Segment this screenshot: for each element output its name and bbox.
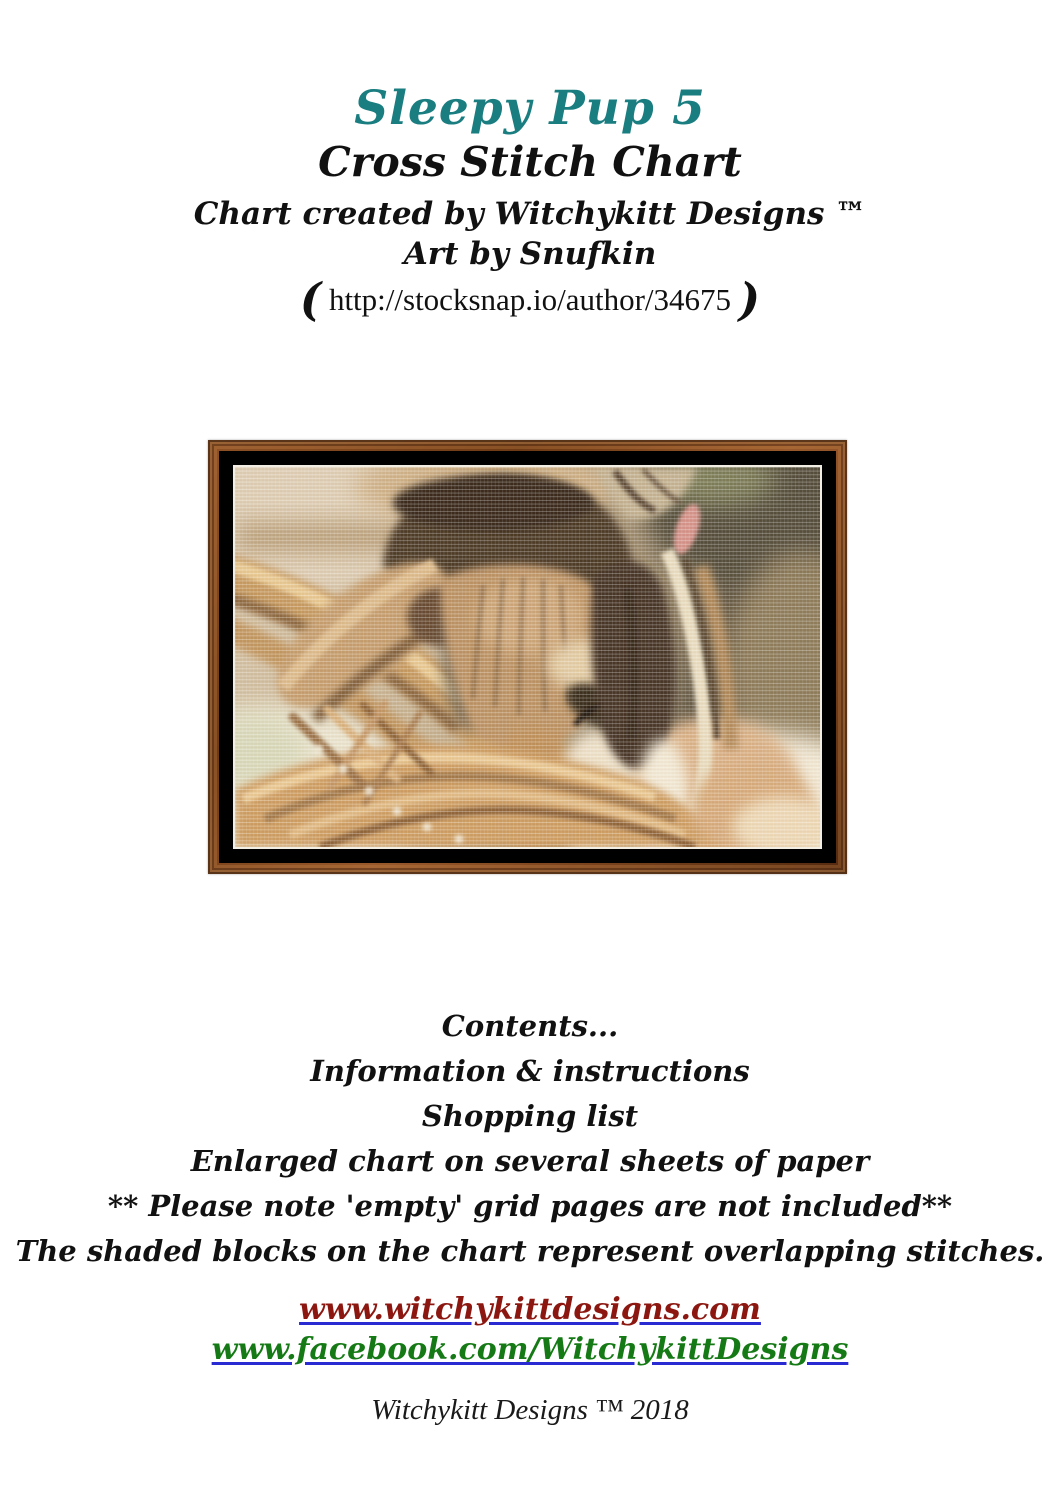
picture-frame bbox=[208, 440, 847, 874]
picture-mat bbox=[219, 451, 836, 863]
copyright-footer: Witchykitt Designs ™ 2018 bbox=[371, 1394, 689, 1426]
links-section bbox=[0, 1290, 1060, 1370]
contents-heading: Contents... bbox=[441, 1009, 619, 1043]
website-link[interactable]: www.witchykittdesigns.com bbox=[299, 1292, 761, 1327]
open-paren: ( bbox=[299, 273, 322, 326]
header bbox=[0, 82, 1060, 324]
contents-line: Shopping list bbox=[421, 1099, 639, 1133]
contents-section bbox=[0, 1004, 1060, 1274]
contents-line: ** Please note 'empty' grid pages are not included** bbox=[107, 1189, 953, 1223]
contents-line: Enlarged chart on several sheets of paper bbox=[190, 1144, 870, 1178]
artist-line: Art by Snufkin bbox=[403, 236, 657, 272]
picture-liner bbox=[233, 465, 822, 849]
contents-line: Information & instructions bbox=[310, 1054, 750, 1088]
source-url-line bbox=[0, 273, 1060, 326]
credit-line: Chart created by Witchykitt Designs ™ bbox=[193, 196, 867, 232]
page-title: Sleepy Pup 5 bbox=[354, 81, 706, 136]
source-url: http://stocksnap.io/author/34675 bbox=[328, 282, 732, 317]
stitch-grid-overlay bbox=[235, 467, 820, 847]
page-subtitle: Cross Stitch Chart bbox=[318, 138, 742, 186]
contents-line: The shaded blocks on the chart represent overlapping stitches. bbox=[15, 1234, 1045, 1268]
close-paren: ) bbox=[738, 273, 761, 326]
sleepy-pup-cross-stitch-artwork bbox=[235, 467, 820, 847]
facebook-link[interactable]: www.facebook.com/WitchykittDesigns bbox=[211, 1332, 849, 1367]
